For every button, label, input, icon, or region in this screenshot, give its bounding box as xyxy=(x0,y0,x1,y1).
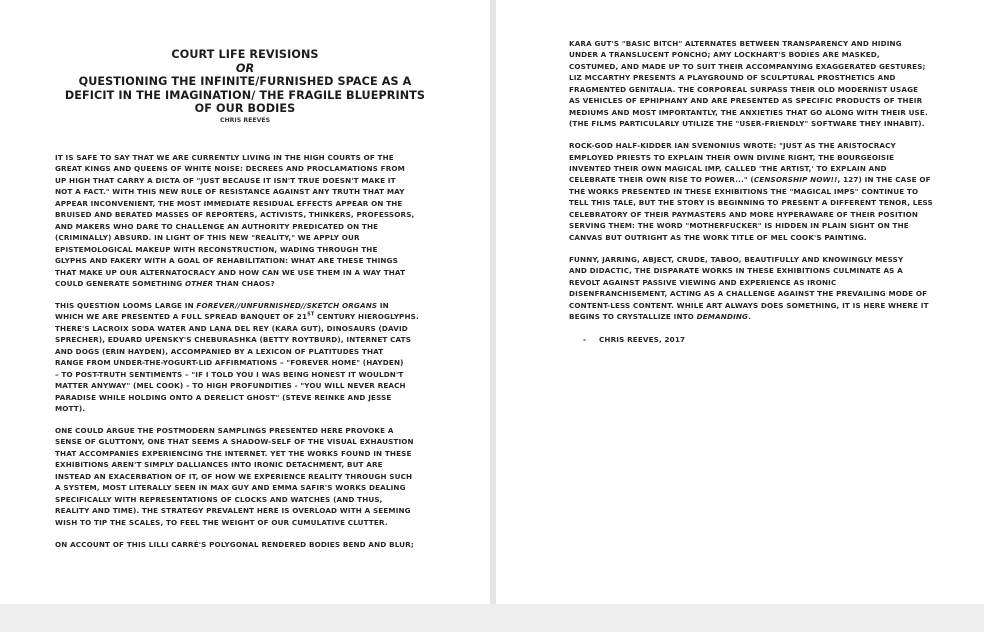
text-line: AND DOGS (ERIN HAYDEN), ACCOMPANIED BY A LEXICON OF PLATITUDES THAT xyxy=(55,346,384,356)
text-line: APPEAR INCONVENIENT, THE MOST IMMEDIATE RESIDUAL EFFECTS APPEAR ON THE xyxy=(55,198,403,208)
signature-dash: - xyxy=(583,335,587,345)
text-line: MOTT). xyxy=(55,404,86,414)
title-block xyxy=(50,48,440,125)
text-line: MATTER ANYWAY" (MEL COOK) – TO HIGH PROFUNDITIES - "YOU WILL NEVER REACH xyxy=(55,381,406,391)
text-run: IN xyxy=(377,300,389,310)
text-line: SENSE OF GLUTTONY, ONE THAT SEEMS A SHADOW-SELF OF THE VISUAL EXHAUSTION xyxy=(55,437,414,447)
text-line: EXHIBITIONS AREN'T SIMPLY DALLIANCES INTO IRONIC DETACHMENT, BUT ARE xyxy=(55,460,383,470)
text-line: SPRECHER), EDUARD UPENSKY'S CHEBURASHKA (BETTY ROYTBURD), INTERNET CATS xyxy=(55,335,412,345)
text-line: AND DIDACTIC, THE DISPARATE WORKS IN THESE EXHIBITIONS CULMINATE AS A xyxy=(569,266,903,276)
left-page xyxy=(0,0,490,604)
paragraph-6 xyxy=(569,140,949,243)
paragraph-7 xyxy=(569,254,949,323)
right-column-body xyxy=(569,38,949,346)
text-run: CENTURY HIEROGLYPHS. xyxy=(314,312,419,322)
viewer-bottom-strip xyxy=(0,604,984,632)
text-line: COSTUMED, AND MADE UP TO SUIT THEIR ACCOMPANYING EXAGGERATED GESTURES; xyxy=(569,61,926,71)
text-line: ONE COULD ARGUE THE POSTMODERN SAMPLINGS PRESENTED HERE PROVOKE A xyxy=(55,425,394,435)
text-line: LIZ MCCARTHY PRESENTS A PLAYGROUND OF SCULPTURAL PROSTHETICS AND xyxy=(569,73,896,83)
text-line xyxy=(55,278,445,289)
text-line: REVOLT AGAINST PASSIVE VIEWING AND EXPERIENCE AS IRONIC xyxy=(569,277,837,287)
text-run: THAN CHAOS? xyxy=(213,278,275,288)
text-line: UP HIGH THAT CARRY A DICTA OF "JUST BECAUSE IT ISN'T TRUE DOESN'T MAKE IT xyxy=(55,175,396,185)
text-line: TELL THIS TALE, BUT THE STORY IS BEGINNING TO PRESENT A DIFFERENT TENOR, LESS xyxy=(569,198,933,208)
text-line: SERVING THEM: THE WORD "MOTHERFUCKER" IS HIDDEN IN PLAIN SIGHT ON THE xyxy=(569,221,909,231)
text-line: GREAT KINGS AND QUEENS OF WHITE NOISE: DECREES AND PROCLAMATIONS FROM xyxy=(55,164,405,174)
book-title: CENSORSHIP NOW!! xyxy=(753,175,838,185)
superscript: ST xyxy=(307,312,315,318)
emphasis-text: DEMANDING xyxy=(696,311,749,321)
text-line xyxy=(55,311,445,322)
paragraph-5 xyxy=(569,38,949,130)
text-line: CANVAS BUT OUTRIGHT AS THE WORK TITLE OF MEL COOK'S PAINTING. xyxy=(569,232,867,242)
text-run: . xyxy=(748,311,751,321)
text-line: THAT ACCOMPANIES EXPERIENCING THE INTERNET. YET THE WORKS FOUND IN THESE xyxy=(55,448,412,458)
text-line: INVENTED THEIR OWN MAGICAL IMP, CALLED 'THE ARTIST,' TO EXPLAIN AND xyxy=(569,164,887,174)
paragraph-3 xyxy=(55,425,445,528)
text-line: EMPLOYED PRIESTS TO EXPLAIN THEIR OWN DIVINE RIGHT, THE BOURGEOISIE xyxy=(569,152,895,162)
text-line: CONTENT-LESS CONTENT. WHILE ART ALWAYS DOES SOMETHING, IT IS HERE WHERE IT xyxy=(569,300,929,310)
text-line: SPECIFICALLY WITH REPRESENTATIONS OF CLOCKS AND WATCHES (AND THUS, xyxy=(55,494,383,504)
text-line xyxy=(569,311,949,322)
paragraph-2 xyxy=(55,300,445,415)
text-line: GLYPHS AND FAKERY WITH A GOAL OF REHABILITATION: WHAT ARE THESE THINGS xyxy=(55,256,398,266)
title-line-1: COURT LIFE REVISIONS xyxy=(171,48,319,61)
text-line: ROCK-GOD HALF-KIDDER IAN SVENONIUS WROTE: "JUST AS THE ARISTOCRACY xyxy=(569,141,896,151)
text-line: BRUISED AND BERATED MASSES OF REPORTERS, ACTIVISTS, THINKERS, PROFESSORS, xyxy=(55,210,415,220)
title-line-3: DEFICIT IN THE IMAGINATION/ THE FRAGILE BLUEPRINTS xyxy=(64,88,426,102)
text-run: WHICH WE ARE PRESENTED A FULL SPREAD BANQUET OF 21 xyxy=(55,312,308,322)
text-line: AS VEHICLES OF EPHIPHANY AND ARE PRESENTED AS SPECIFIC PRODUCTS OF THEIR xyxy=(569,96,923,106)
paragraph-4 xyxy=(55,539,445,550)
text-run: , 127) IN THE CASE OF xyxy=(837,175,931,185)
title-line-2: QUESTIONING THE INFINITE/FURNISHED SPACE AS A xyxy=(78,75,412,89)
text-line: FUNNY, JARRING, ABJECT, CRUDE, TABOO, BEAUTIFULLY AND KNOWINGLY MESSY xyxy=(569,254,904,264)
text-line: THAT MAKE UP OUR ALTERNATOCRACY AND HOW CAN WE USE THEM IN A WAY THAT xyxy=(55,267,406,277)
text-run: THIS QUESTION LOOMS LARGE IN xyxy=(55,300,197,310)
text-line: AND MAKERS WHO DARE TO CHALLENGE AN AUTHORITY PREDICATED ON THE xyxy=(55,221,379,231)
text-run: BEGINS TO CRYSTALLIZE INTO xyxy=(569,311,697,321)
text-run: COULD GENERATE SOMETHING xyxy=(55,278,185,288)
text-line xyxy=(569,174,949,185)
text-line: A SYSTEM, MOST LITERALLY SEEN IN MAX GUY AND EMMA SAFIR'S WORKS DEALING xyxy=(55,483,406,493)
title-or: OR xyxy=(235,61,255,75)
text-line: UNDER A TRANSLUCENT PONCHO; AMY LOCKHART'S BODIES ARE MASKED, xyxy=(569,50,880,60)
signature xyxy=(583,334,949,345)
text-line: MEDIUMS AND MOST IMPORTANTLY, THE ANXIETIES THAT GO ALONG WITH THEIR USE. xyxy=(569,107,928,117)
left-column-body xyxy=(55,152,445,561)
text-line: REALITY AND TIME). THE STRATEGY PREVALENT HERE IS OVERLOAD WITH A SEEMING xyxy=(55,506,411,516)
text-line: IT IS SAFE TO SAY THAT WE ARE CURRENTLY LIVING IN THE HIGH COURTS OF THE xyxy=(55,153,394,162)
text-line: PARADISE WHILE HOLDING ONTO A DERELICT GHOST" (STEVE REINKE AND JESSE xyxy=(55,392,392,402)
text-line: WISH TO TIP THE SCALES, TO FEEL THE WEIGHT OF OUR CUMULATIVE CLUTTER. xyxy=(55,517,388,527)
text-line: (THE FILMS PARTICULARLY UTILIZE THE "USER-FRIENDLY" SOFTWARE THEY INHABIT). xyxy=(569,119,925,129)
title-line-4: OF OUR BODIES xyxy=(194,102,296,116)
text-line: – TO POST-TRUTH SENTIMENTS – "IF I TOLD YOU I WAS BEING HONEST IT WOULDN'T xyxy=(55,369,404,379)
exhibition-title: FOREVER//UNFURNISHED//SKETCH ORGANS xyxy=(196,300,378,310)
text-line: ON ACCOUNT OF THIS LILLI CARRÉ'S POLYGONAL RENDERED BODIES BEND AND BLUR; xyxy=(55,539,414,549)
text-line: FRAGMENTED GENITALIA. THE CORPOREAL SURPASS THEIR OLD MODERNIST USAGE xyxy=(569,84,919,94)
text-line: INSTEAD AN EXACERBATION OF IT, OF HOW WE EXPERIENCE REALITY THROUGH SUCH xyxy=(55,471,413,481)
paragraph-1 xyxy=(55,152,445,289)
author-byline: CHRIS REEVES xyxy=(219,116,271,124)
text-line: DISENFRANCHISEMENT, ACTING AS A CHALLENGE AGAINST THE PREVAILING MODE OF xyxy=(569,289,928,299)
text-line: (CRIMINALLY) ABSURD. IN LIGHT OF THIS NEW "REALITY," WE APPLY OUR xyxy=(55,233,360,243)
text-line: THE WORKS PRESENTED IN THESE EXHIBITIONS THE "MAGICAL IMPS" CONTINUE TO xyxy=(569,186,919,196)
text-line: THERE'S LACROIX SODA WATER AND LANA DEL REY (KARA GUT), DINOSAURS (DAVID xyxy=(55,323,408,333)
signature-text: CHRIS REEVES, 2017 xyxy=(599,335,686,345)
text-run: CELEBRATE THEIR OWN RISE TO POWER..." ( xyxy=(569,175,754,185)
text-line: CELEBRATORY OF THEIR PAYMASTERS AND MORE HYPERAWARE OF THEIR POSITION xyxy=(569,209,919,219)
text-line: NOT A FACT." WITH THIS NEW RULE OF RESISTANCE AGAINST ANY TRUTH THAT MAY xyxy=(55,187,405,197)
text-line: KARA GUT'S "BASIC BITCH" ALTERNATES BETWEEN TRANSPARENCY AND HIDING xyxy=(569,39,902,48)
text-line: RANGE FROM UNDER-THE-YOGURT-LID AFFIRMATIONS – "FOREVER HOME" (HAYDEN) xyxy=(55,358,404,368)
emphasis-text: OTHER xyxy=(184,278,214,288)
text-line xyxy=(55,300,445,311)
text-line: EPISTEMOLOGICAL MAKEUP WITH RECONSTRUCTION, WADING THROUGH THE xyxy=(55,244,378,254)
